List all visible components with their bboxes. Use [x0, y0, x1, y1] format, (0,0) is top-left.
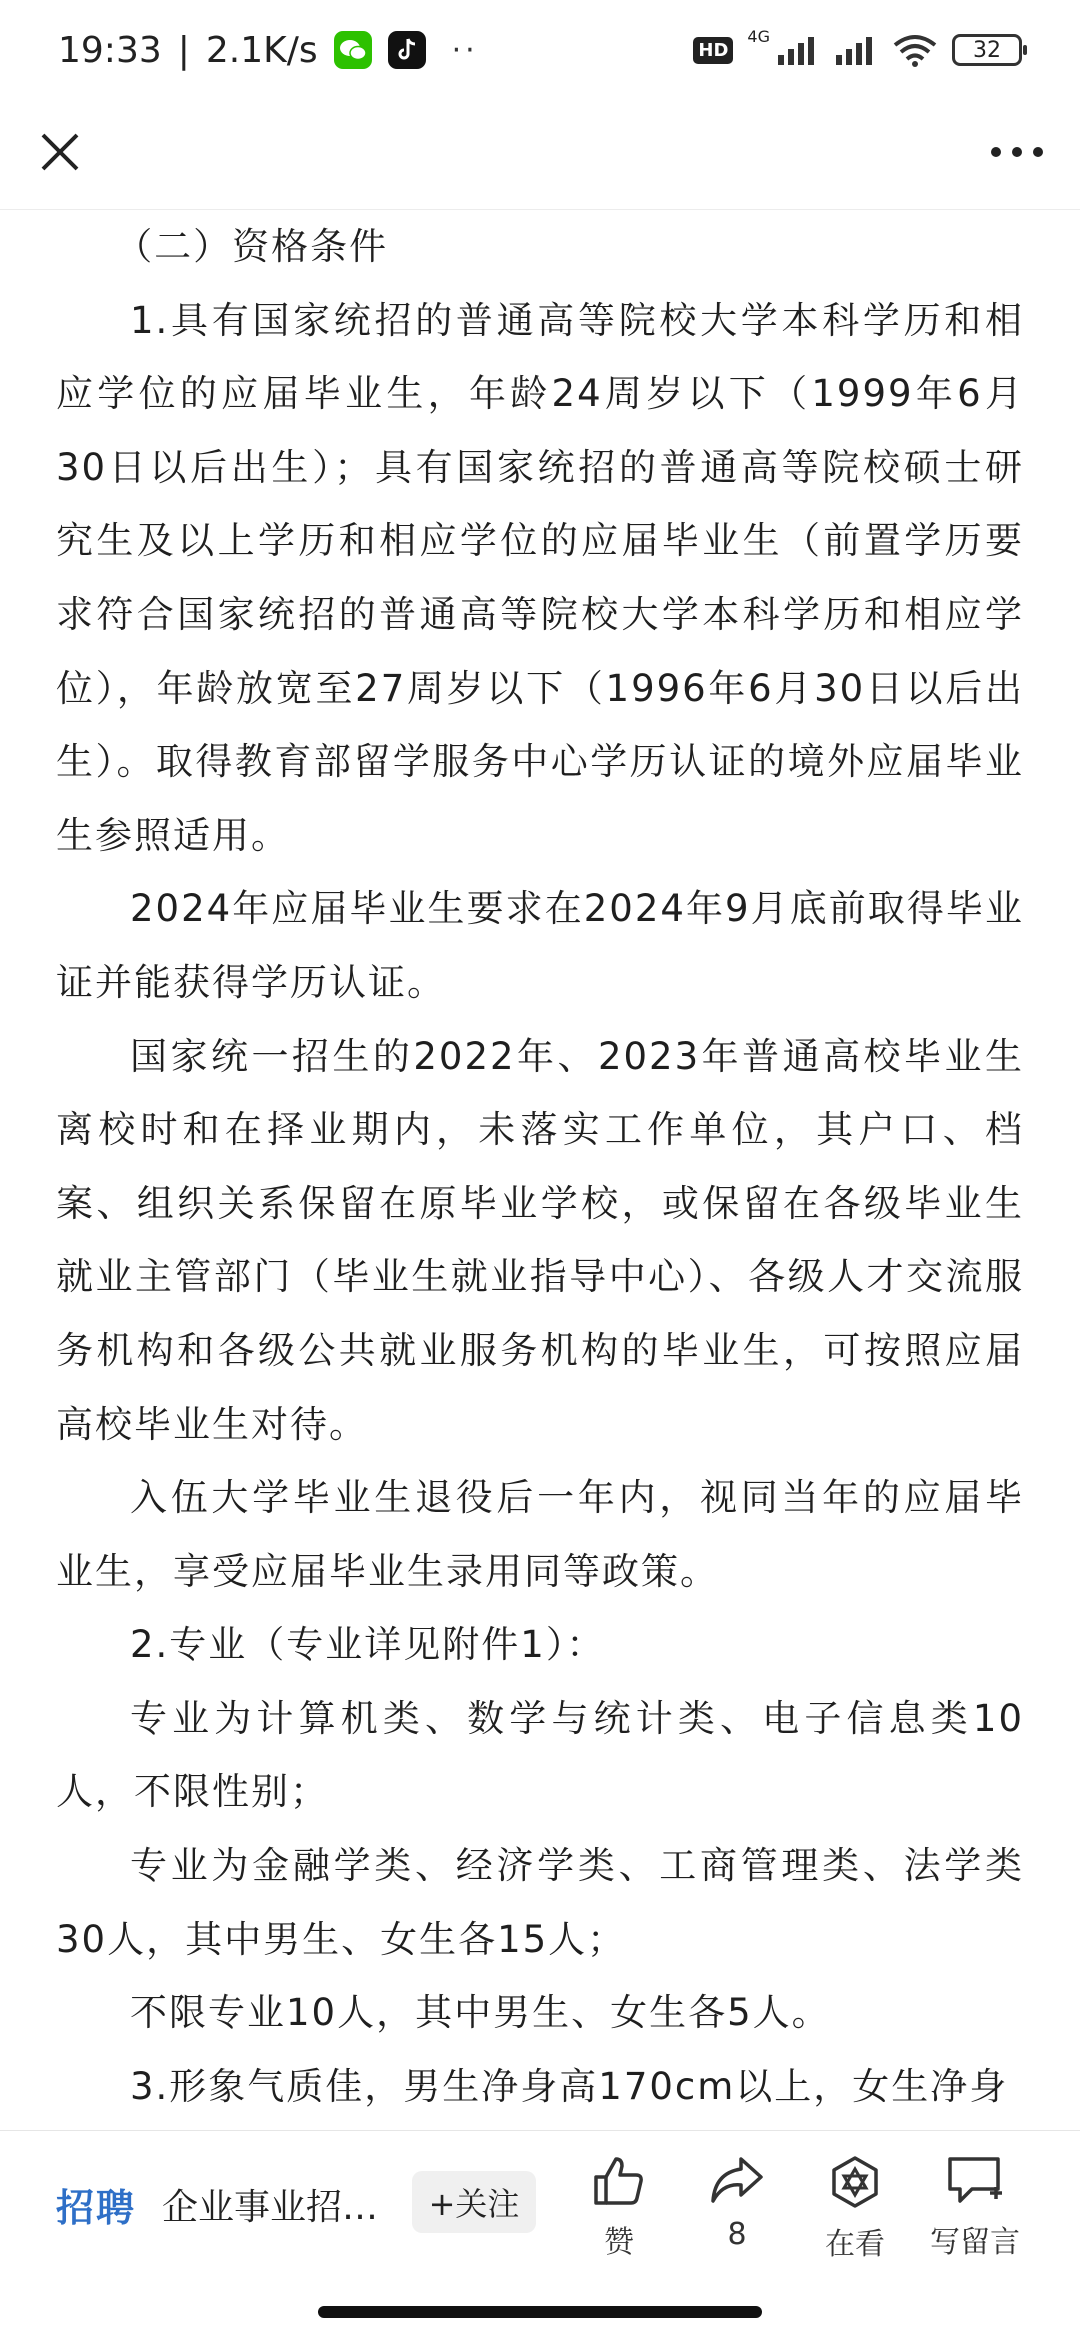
hd-badge: HD	[693, 37, 733, 64]
comment-icon	[946, 2155, 1004, 2207]
signal-icon-2	[834, 35, 878, 65]
share-icon	[709, 2155, 765, 2207]
like-button[interactable]	[564, 2155, 674, 2261]
more-icon	[990, 146, 1044, 158]
follow-button[interactable]: +关注	[412, 2171, 536, 2233]
signal-icon	[776, 35, 820, 65]
status-bar	[0, 0, 1080, 100]
section-heading: （二）资格条件	[115, 225, 389, 268]
status-left	[58, 30, 479, 71]
tiktok-icon	[388, 31, 426, 69]
battery-indicator: 32	[952, 34, 1022, 66]
article-paragraph: 1.具有国家统招的普通高等院校大学本科学历和相应学位的应届毕业生，年龄24周岁以下（1999年6月30日以后出生）；具有国家统招的普通高等院校硕士研究生及以上学历和相应学位的应届毕业生（前置学历要求符合国家统招的普通高等院校大学本科学历和相应学位），年龄放宽至27周岁以下（1996年6月30日以后出生）。取得教育部留学服务中心学历认证的境外应届毕业生参照适用。	[56, 298, 1024, 857]
article-paragraph: 入伍大学毕业生退役后一年内，视同当年的应届毕业生，享受应届毕业生录用同等政策。	[56, 1476, 1024, 1593]
account-brand-logo[interactable]: 招聘	[56, 2186, 137, 2230]
watching-icon	[828, 2155, 882, 2209]
share-count: 8	[727, 2217, 747, 2252]
article-paragraph: 3.形象气质佳，男生净身高170cm以上，女生净身	[130, 2064, 1009, 2108]
article-paragraph: 专业为金融学类、经济学类、工商管理类、法学类30人，其中男生、女生各15人；	[56, 1844, 1024, 1961]
write-comment-label: 写留言	[930, 2225, 1020, 2260]
write-comment-button[interactable]	[920, 2155, 1030, 2261]
status-speed: 2.1K/s	[205, 29, 318, 71]
status-separator: |	[177, 29, 190, 71]
status-more-dots: ··	[451, 32, 479, 68]
wechat-icon	[334, 31, 372, 69]
article-paragraph: 国家统一招生的2022年、2023年普通高校毕业生离校时和在择业期内，未落实工作单位，其户口、档案、组织关系保留在原毕业学校，或保留在各级毕业生就业主管部门（毕业生就业指导中心）、各级人才交流服务机构和各级公共就业服务机构的毕业生，可按照应届高校毕业生对待。	[56, 1034, 1024, 1446]
status-time: 19:33	[58, 29, 162, 71]
article-paragraph: 不限专业10人，其中男生、女生各5人。	[130, 1991, 831, 2035]
article-paragraph: 2024年应届毕业生要求在2024年9月底前取得毕业证并能获得学历认证。	[56, 887, 1024, 1004]
close-button[interactable]	[30, 122, 90, 182]
watching-button[interactable]	[800, 2155, 910, 2263]
thumbs-up-icon	[592, 2155, 646, 2207]
share-button[interactable]	[682, 2155, 792, 2252]
more-options-button[interactable]	[982, 122, 1052, 182]
network-type: 4G	[747, 26, 770, 46]
home-indicator[interactable]	[318, 2306, 762, 2318]
watching-label: 在看	[825, 2227, 885, 2262]
article-body	[56, 210, 1024, 2130]
top-bar	[0, 100, 1080, 210]
account-name[interactable]: 企业事业招…	[162, 2187, 379, 2228]
status-right	[693, 26, 1022, 67]
bottom-action-bar	[0, 2130, 1080, 2282]
article-paragraph: 专业为计算机类、数学与统计类、电子信息类10人，不限性别；	[56, 1696, 1024, 1814]
article-paragraph: 2.专业（专业详见附件1）：	[130, 1623, 606, 1667]
wifi-icon	[892, 33, 938, 67]
close-icon	[40, 132, 80, 172]
like-label: 赞	[604, 2225, 634, 2260]
